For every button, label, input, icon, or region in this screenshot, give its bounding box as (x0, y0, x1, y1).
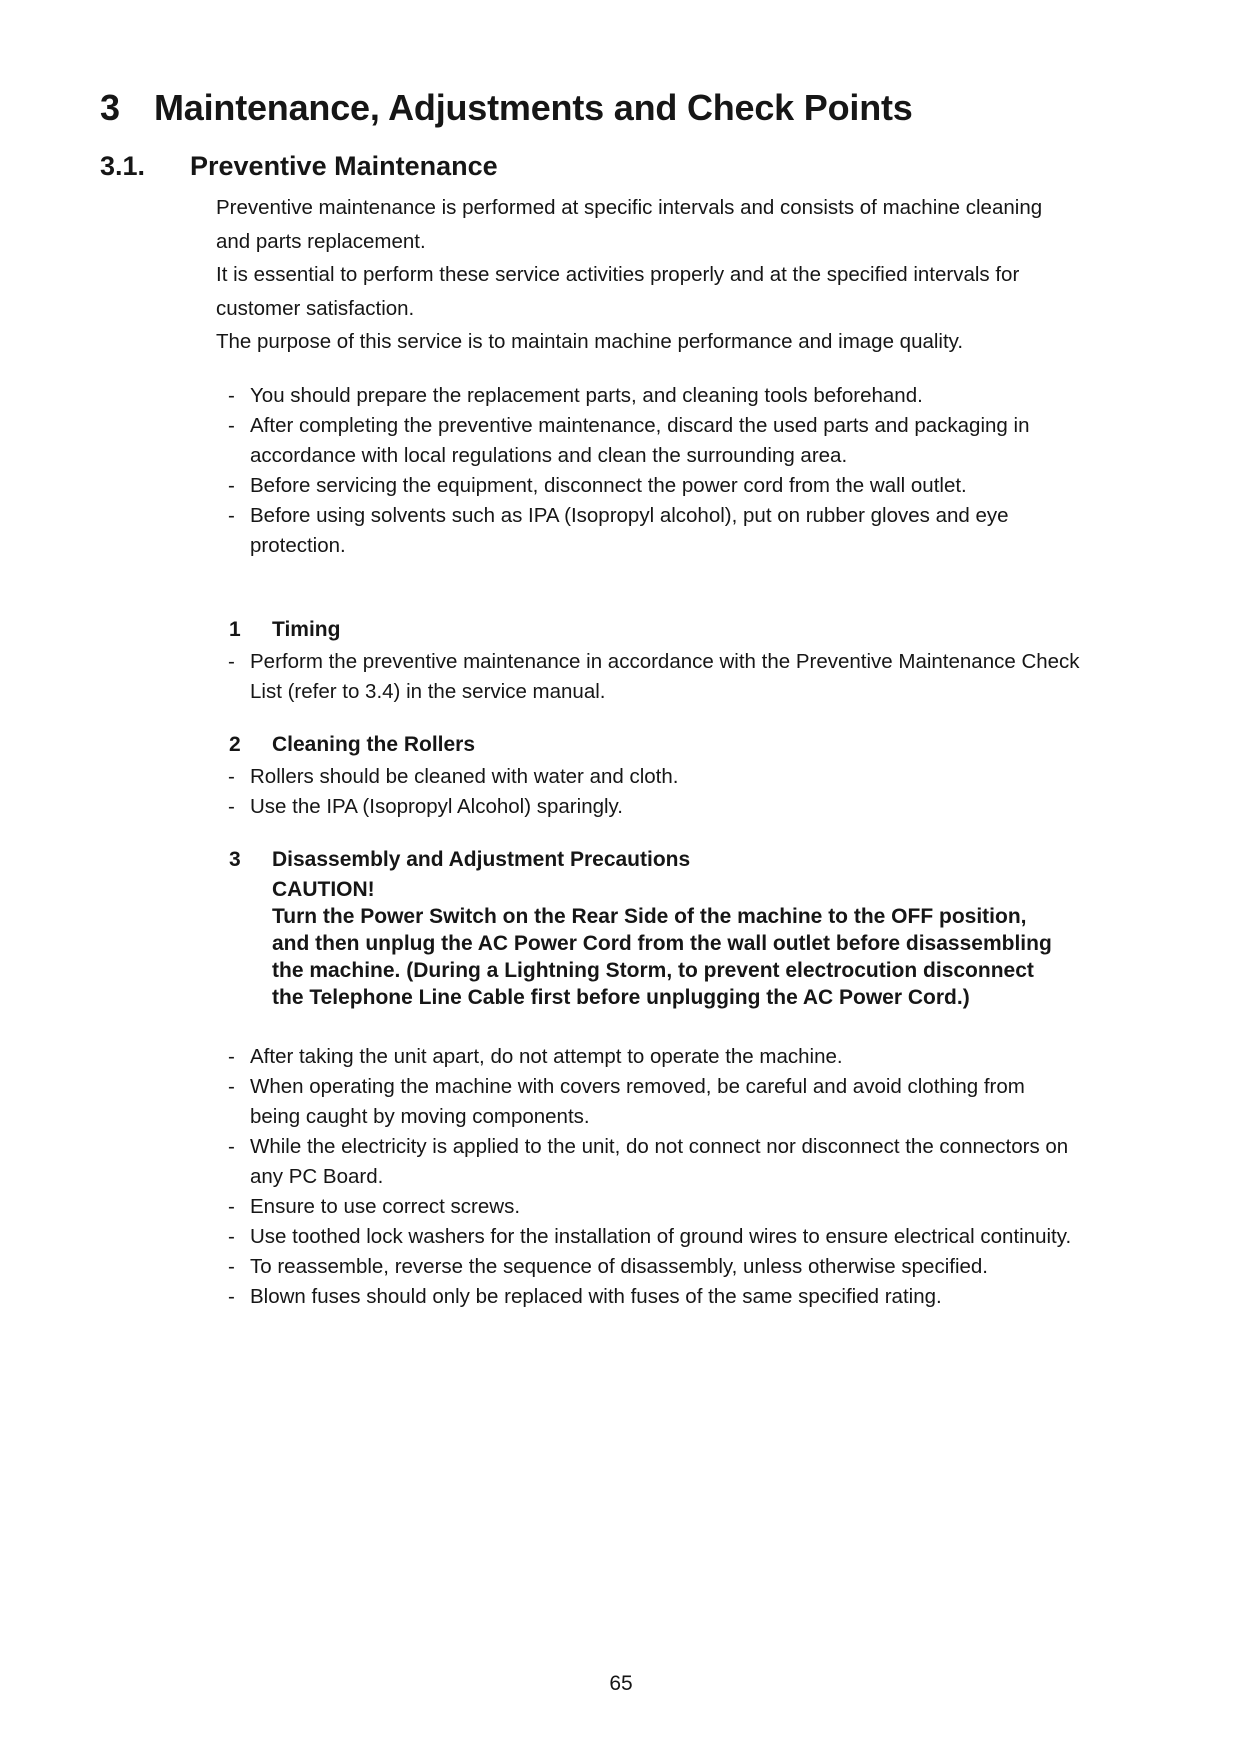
chapter-heading (100, 87, 913, 129)
general-notes-list (250, 381, 1080, 561)
page-number: 65 (609, 1672, 633, 1695)
item-title: Cleaning the Rollers (272, 733, 476, 756)
section-title: Preventive Maintenance (190, 151, 498, 181)
item-heading-disassembly (229, 848, 690, 872)
disassembly-list (250, 1042, 1080, 1312)
section-heading (100, 151, 498, 182)
list-item: - Use the IPA (Isopropyl Alcohol) sparingly. (250, 792, 1080, 822)
item-number: 1 (229, 618, 241, 641)
section-number: 3.1. (100, 151, 146, 181)
chapter-title: Maintenance, Adjustments and Check Points (154, 87, 913, 128)
caution-label: CAUTION! (272, 878, 375, 901)
item-title: Disassembly and Adjustment Precautions (272, 848, 691, 871)
intro-paragraph: It is essential to perform these service activities properly and at the specified intervals for customer satisfaction. (216, 263, 1020, 320)
list-item: - Ensure to use correct screws. (250, 1192, 1080, 1222)
intro-paragraph: Preventive maintenance is performed at specific intervals and consists of machine cleaning and parts replacement. (216, 196, 1043, 253)
list-item: - Blown fuses should only be replaced with fuses of the same specified rating. (250, 1282, 1080, 1312)
list-item: - To reassemble, reverse the sequence of disassembly, unless otherwise specified. (250, 1252, 1080, 1282)
list-item: - When operating the machine with covers removed, be careful and avoid clothing from being caught by moving components. (250, 1072, 1080, 1132)
caution-block (272, 876, 1052, 1011)
intro-paragraph: The purpose of this service is to maintain machine performance and image quality. (216, 330, 964, 353)
item-number: 2 (229, 733, 241, 756)
list-item: - Rollers should be cleaned with water and cloth. (250, 762, 1080, 792)
item-title: Timing (272, 618, 341, 641)
item-heading-timing (229, 618, 340, 642)
chapter-number: 3 (100, 87, 120, 128)
list-item: - Use toothed lock washers for the installation of ground wires to ensure electrical continuity. (250, 1222, 1080, 1252)
list-item: - While the electricity is applied to the unit, do not connect nor disconnect the connectors on any PC Board. (250, 1132, 1080, 1192)
item-heading-cleaning-rollers (229, 733, 475, 757)
list-item: - You should prepare the replacement parts, and cleaning tools beforehand. (250, 381, 1080, 411)
caution-text: Turn the Power Switch on the Rear Side of the machine to the OFF position, and then unplug the AC Power Cord from the wall outlet before disassembling the machine. (During a Lightning Storm, to prevent electrocution disconnect the Telephone Line Cable first before unplugging the AC Power Cord.) (272, 905, 1052, 1009)
list-item: - After taking the unit apart, do not attempt to operate the machine. (250, 1042, 1080, 1072)
list-item: - After completing the preventive maintenance, discard the used parts and packaging in accordance with local regulations and clean the surrounding area. (250, 411, 1080, 471)
list-item: - Before servicing the equipment, disconnect the power cord from the wall outlet. (250, 471, 1080, 501)
list-item: - Before using solvents such as IPA (Isopropyl alcohol), put on rubber gloves and eye protection. (250, 501, 1080, 561)
cleaning-rollers-list (250, 762, 1080, 822)
intro-text (216, 191, 1076, 359)
timing-list (250, 647, 1080, 707)
item-number: 3 (229, 848, 241, 871)
list-item: - Perform the preventive maintenance in accordance with the Preventive Maintenance Check List (refer to 3.4) in the service manual. (250, 647, 1080, 707)
